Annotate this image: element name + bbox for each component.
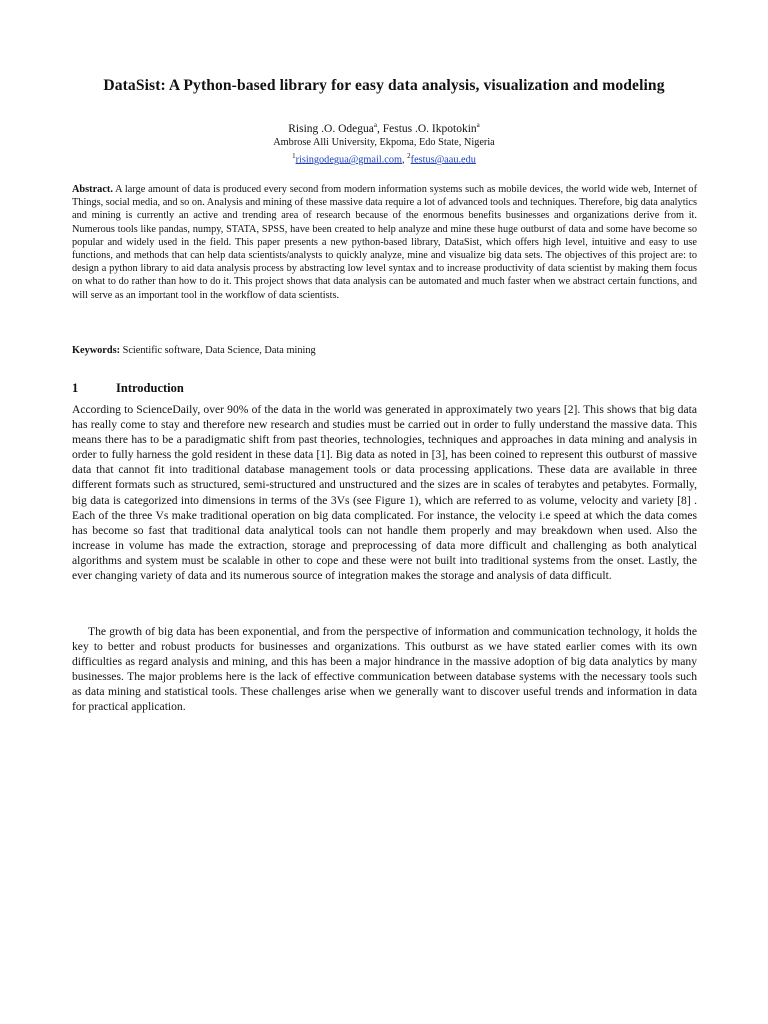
email-1-mark: 1 — [292, 152, 296, 160]
abstract-label: Abstract. — [72, 184, 113, 195]
section-title: Introduction — [116, 381, 184, 395]
body-paragraph-2: The growth of big data has been exponential, and from the perspective of information and communication technology, it holds the key to better and robust products for businesses and organizations. This outburst as we have stated earlier comes with its own difficulties as regard analysis and mining, and this has been a major hindrance in the massive adoption of big data analytics by many businesses. The major problems here is the lack of effective communication between database systems with the necessary tools such as data mining and statistical tools. These challenges arise when we generally want to discover useful trends and information in data for practical application. — [72, 625, 697, 714]
email-link-1[interactable]: risingodegua@gmail.com — [295, 154, 403, 166]
body-paragraph-1: According to ScienceDaily, over 90% of the data in the world was generated in approximately two years [2]. This shows that big data has really come to stay and therefore new research and studies must be carried out in order to fully understand the massive data. This means there has to be a paradigmatic shift from past theories, technologies, techniques and approaches in data mining and analysis in order to fully harness the gold resident in these data [1]. Big data as noted in [3], has been coined to represent this outburst of massive data that cannot fit into traditional database management tools or data processing applications. These data are available in three different formats such as structured, semi-structured and unstructured and the sizes are in scales of terabytes and petabytes. Formally, big data is categorized into dimensions in terms of the 3Vs (see Figure 1), which are referred to as volume, velocity and variety [8] . Each of the three Vs make traditional operation on big data complicated. For instance, the velocity i.e speed at which the data comes has become so fast that traditional data analytical tools can not handle them properly and may breakdown when used. Also the increase in volume has made the extraction, storage and preprocessing of data more difficult and challenging as both analytical algorithms and system must be scalable in other to cope and these were not built into traditional systems from the onset. Lastly, the ever changing variety of data and its numerous source of integration makes the storage and analysis of data difficult. — [72, 403, 697, 583]
author-name-2: Festus .O. Ikpotokin — [382, 122, 477, 135]
paper-title: DataSist: A Python-based library for easy data analysis, visualization and modeling — [103, 77, 665, 94]
keywords-label: Keywords: — [72, 345, 121, 356]
abstract — [72, 183, 697, 302]
abstract-text: A large amount of data is produced every second from modern information systems such as mobile devices, the world wide web, Internet of Things, social media, and so on. Analysis and mining of these massive data require a lot of advanced tools and techniques. Therefore, big data analytics and mining is currently an active and trending area of research because of the enormous benefits businesses and organizations derive from it. Numerous tools like pandas, numpy, STATA, SPSS, have been created to help analyze and mine these huge outburst of data and some have become so popular and widely used in the field. This paper presents a new python-based library, DataSist, which offers high level, intuitive and easy to use functions, and methods that can help data scientists/analysts to quickly analyze, mine and visualize big data sets. The objectives of this project are: to design a python library to aid data analysis process by abstracting low level syntax and to increase productivity of data scientist by making them focus on what to do rather than how to do it. This project shows that data analysis can be automated and much faster when we abstract certain functions, and will serve as an important tool in the workflow of data scientists. — [72, 184, 697, 301]
section-heading-introduction — [72, 381, 184, 396]
keywords — [72, 345, 697, 356]
email-separator: , — [402, 154, 408, 166]
author-list — [0, 121, 768, 135]
author-name-1: Rising .O. Odegua — [288, 122, 374, 135]
email-2-mark: 2 — [407, 152, 411, 160]
email-link-2[interactable]: festus@aau.edu — [410, 154, 476, 166]
keywords-text: Scientific software, Data Science, Data mining — [122, 345, 316, 356]
section-number: 1 — [72, 381, 79, 395]
affiliation: Ambrose Alli University, Ekpoma, Edo State, Nigeria — [273, 137, 495, 148]
author-separator: , — [376, 122, 383, 135]
author-1-affiliation-mark: a — [373, 121, 377, 129]
author-emails — [0, 152, 768, 165]
author-2-affiliation-mark: a — [476, 121, 480, 129]
